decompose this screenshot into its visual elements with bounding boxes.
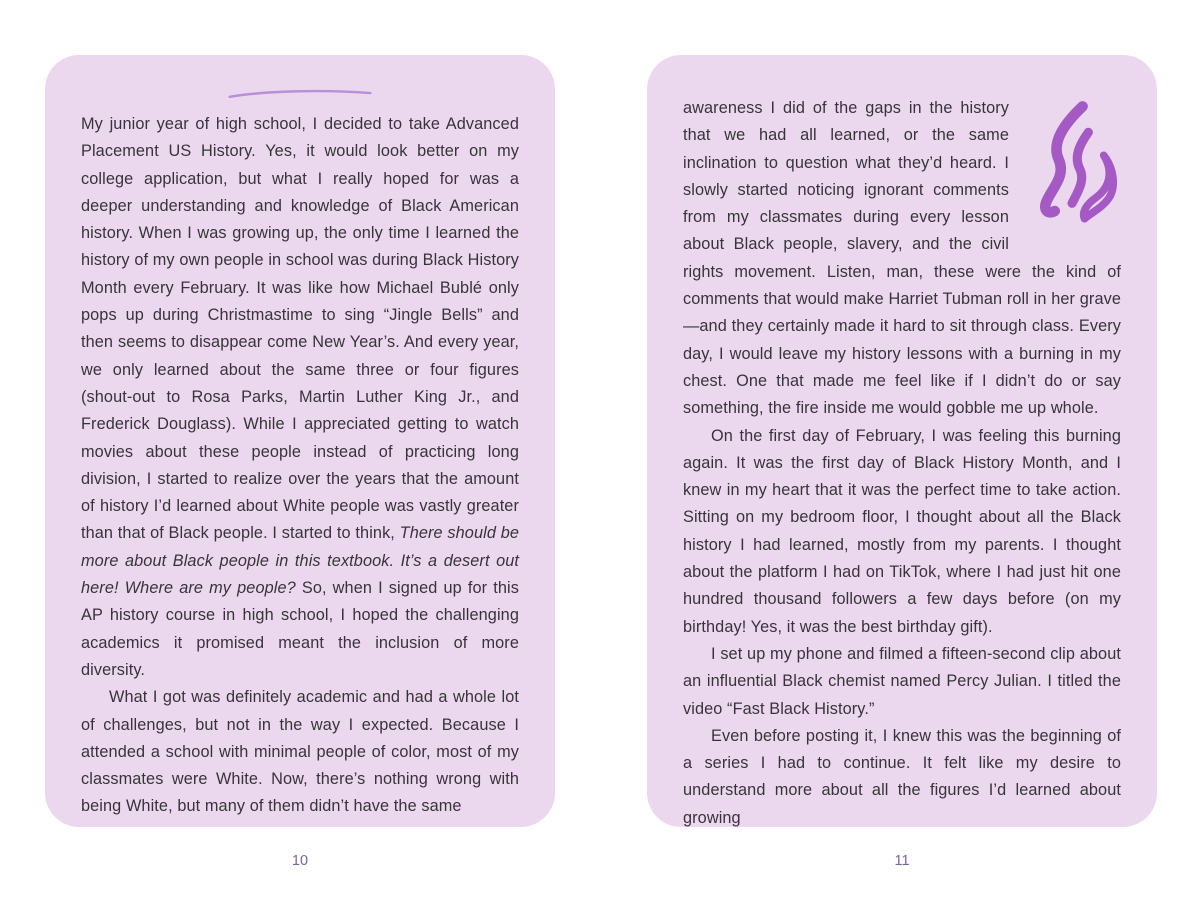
paragraph (81, 111, 519, 684)
left-page-text (81, 111, 519, 821)
paragraph: awareness I did of the gaps in the history that we had all learned, or the same inclination to question what they’d heard. I slowly started noticing ignorant comments from my classmates during every lesson about Black people, slavery, and the civil rights movement. Listen, man, these were the kind of comments that would make Harriet Tubman roll in her grave—and they certainly made it hard to sit through class. Every day, I would leave my history lessons with a burning in my chest. One that made me feel like if I didn’t do or say something, the fire inside me would gobble me up whole. (683, 99, 1121, 418)
italic-text-segment: There should be more about Black people in this textbook. It’s a desert out here! Where are my people? (81, 524, 519, 598)
paragraph: What I got was definitely academic and had a whole lot of challenges, but not in the way I expected. Because I attended a school with minimal people of color, most of my classmates were White. Now, there’s nothing wrong with being White, but many of them didn’t have the same (81, 688, 519, 816)
paragraph: On the first day of February, I was feeling this burning again. It was the first day of Black History Month, and I knew in my heart that it was the perfect time to take action. Sitting on my bedroom floor, I thought about all the Black history I had learned, mostly from my parents. I thought about the platform I had on TikTok, where I had just hit one hundred thousand followers a few days before (on my birthday! Yes, it was the best birthday gift). (683, 426, 1121, 636)
squiggle-divider-icon (225, 86, 375, 102)
flame-doodle-icon (1025, 97, 1121, 229)
right-page-panel (647, 55, 1157, 827)
left-page-panel (45, 55, 555, 827)
page-number-left: 10 (291, 853, 309, 869)
paragraph: Even before posting it, I knew this was the beginning of a series I had to continue. It felt like my desire to understand more about all the figures I’d learned about growing (683, 726, 1121, 827)
paragraph: I set up my phone and filmed a fifteen-second clip about an influential Black chemist named Percy Julian. I titled the video “Fast Black History.” (683, 644, 1121, 718)
text-segment: So, when I signed up for this AP history course in high school, I hoped the challenging academics it promised meant the inclusion of more diversity. (81, 579, 519, 679)
right-page-text (683, 95, 1121, 827)
page-number-right: 11 (894, 853, 910, 869)
text-segment: My junior year of high school, I decided to take Advanced Placement US History. Yes, it would look better on my college application, but what I really hoped for was a deeper understanding and knowledge of Black American history. When I was growing up, the only time I learned the history of my own people in school was during Black History Month every February. It was like how Michael Bublé only pops up during Christmastime to sing “Jingle Bells” and then seems to disappear come New Year’s. And every year, we only learned about the same three or four figures (shout-out to Rosa Parks, Martin Luther King Jr., and Frederick Douglass). While I appreciated getting to watch movies about these people instead of practicing long division, I started to realize over the years that the amount of history I’d learned about White people was vastly greater than that of Black people. I started to think, (81, 115, 519, 543)
